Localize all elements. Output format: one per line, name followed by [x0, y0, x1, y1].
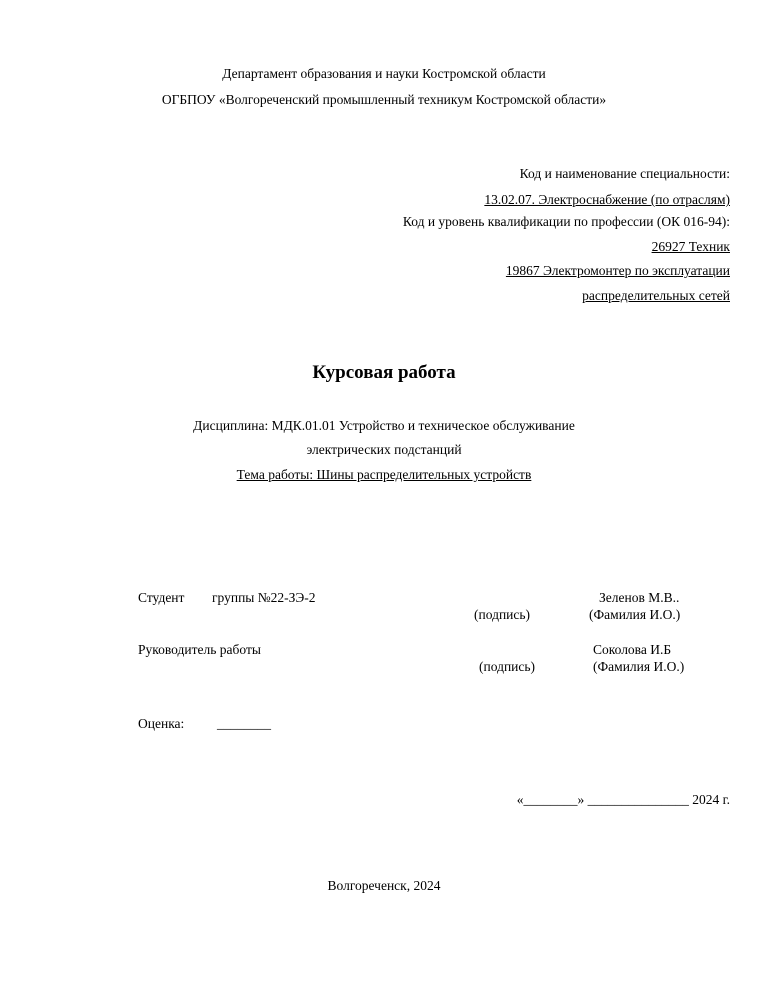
qualification-technician: 26927 Техник	[651, 239, 730, 254]
qualification-label: Код и уровень квалификации по профессии (ОК 016-94):	[402, 214, 730, 229]
grade-label: Оценка:	[138, 716, 185, 731]
date-line: «________» _______________ 2024 г.	[516, 792, 730, 807]
specialty-value: 13.02.07. Электроснабжение (по отраслям)	[484, 192, 730, 207]
student-name-caption: (Фамилия И.О.)	[589, 607, 681, 622]
supervisor-label: Руководитель работы	[138, 642, 261, 657]
student-name: Зеленов М.В..	[599, 590, 680, 605]
discipline-line1: Дисциплина: МДК.01.01 Устройство и техническое обслуживание	[193, 418, 575, 433]
supervisor-name: Соколова И.Б	[593, 642, 672, 657]
student-group: группы №22-ЗЭ-2	[212, 590, 316, 605]
student-signature-caption: (подпись)	[474, 607, 531, 622]
topic-line	[0, 467, 768, 483]
qualification-electrician-line2: распределительных сетей	[582, 288, 730, 303]
institution-line: ОГБПОУ «Волгореченский промышленный техникум Костромской области»	[161, 92, 607, 107]
qualification-electrician-line1: 19867 Электромонтер по эксплуатации	[505, 263, 730, 278]
grade-blank: ________	[217, 716, 271, 731]
footer-city-year: Волгореченск, 2024	[327, 878, 441, 893]
topic-text: Тема работы: Шины распределительных устройств	[236, 467, 532, 482]
supervisor-name-caption: (Фамилия И.О.)	[593, 659, 685, 674]
student-label: Студент	[138, 590, 185, 605]
document-title: Курсовая работа	[312, 362, 456, 383]
supervisor-signature-caption: (подпись)	[479, 659, 536, 674]
department-line: Департамент образования и науки Костромской области	[222, 66, 546, 81]
discipline-line2: электрических подстанций	[306, 442, 462, 457]
specialty-label: Код и наименование специальности:	[519, 166, 730, 181]
